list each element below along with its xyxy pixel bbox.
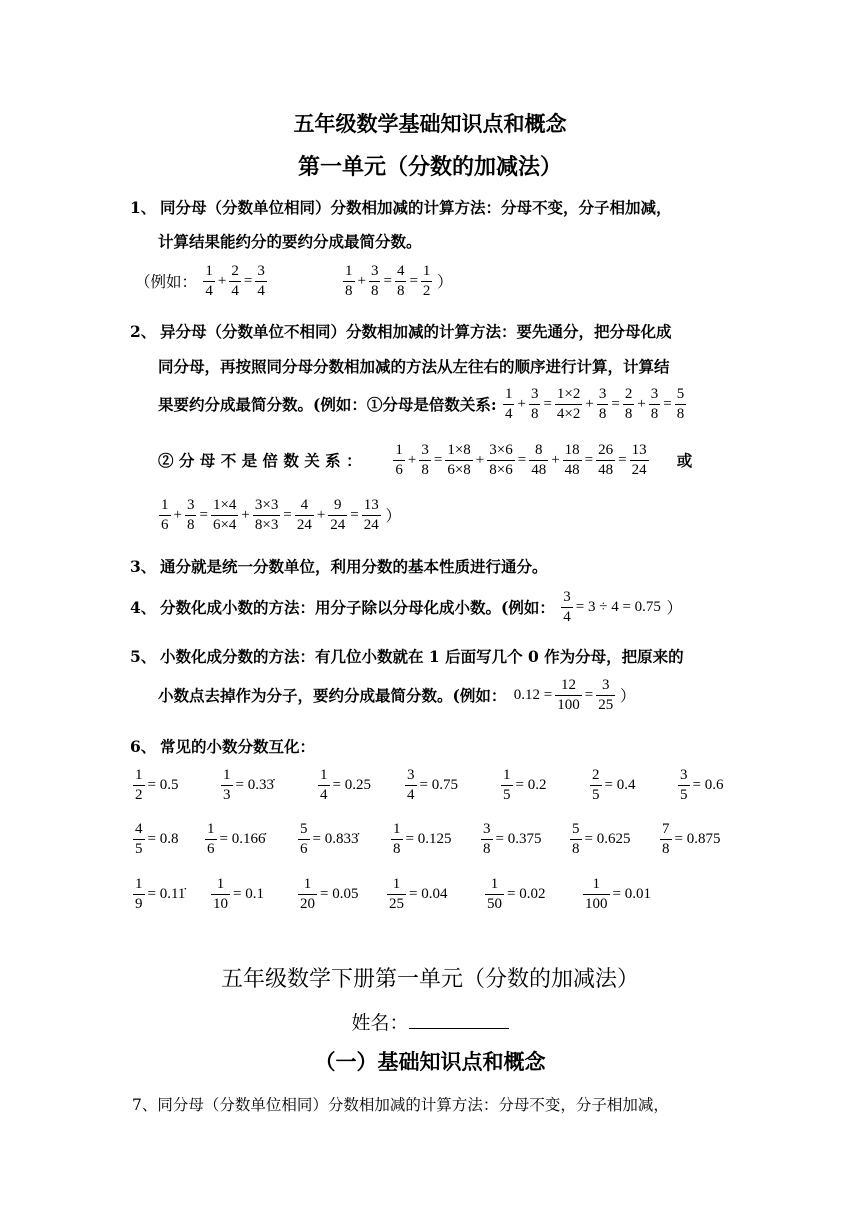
conversion-item: $\frac{1}{8}$ = 0.125 [393, 821, 452, 857]
conversion-item: $\frac{1}{6}$ = 0.166̇ [207, 821, 266, 857]
conversion-item: $\frac{5}{6}$ = 0.833̇ [300, 821, 359, 857]
subsection-title: （一）基础知识点和概念 [314, 1049, 546, 1074]
item-6-number: 6、 [130, 737, 157, 756]
item-4: 4、 分数化成小数的方法：用分子除以分母化成小数。(例如： $\frac{3}{4}$ = 3 ÷ 4 = 0.75 ） [130, 589, 683, 625]
item-1-number: 1、 [130, 198, 157, 217]
conversion-item: $\frac{5}{8}$ = 0.625 [572, 821, 631, 857]
unit-title: 第一单元（分数的加减法） [297, 154, 562, 180]
conversion-item: $\frac{1}{50}$ = 0.02 [487, 876, 546, 912]
item-2-line1: 2、 异分母（分数单位不相同）分数相加减的计算方法：要先通分，把分母化成 [130, 322, 672, 341]
name-label: 姓名： [351, 1012, 409, 1034]
conversion-item: $\frac{1}{4}$ = 0.25 [320, 767, 371, 803]
conversion-item: $\frac{3}{5}$ = 0.6 [680, 767, 724, 803]
item-2-line3: 果要约分成最简分数。(例如：①分母是倍数关系: $\frac{1}{4}$ + $\frac{3}{8}$ = $\frac{1\times 2}{4\times 2}$ + $\frac{3}{8}$ = $\frac{2}{8}$ + $\frac{3}{8}$ = $\frac{5}{8}$ [158, 387, 687, 422]
conversion-item: $\frac{4}{5}$ = 0.8 [135, 821, 179, 857]
item-1-line2: 计算结果能约分的要约分成最简分数。 [158, 232, 422, 251]
item-3: 3、 通分就是统一分数单位，利用分数的基本性质进行通分。 [130, 557, 548, 576]
item-3-number: 3、 [130, 557, 157, 576]
conversion-item: $\frac{7}{8}$ = 0.875 [662, 821, 721, 857]
conversion-item: $\frac{3}{4}$ = 0.75 [407, 767, 458, 803]
conversion-item: $\frac{1}{25}$ = 0.04 [389, 876, 448, 912]
item-2-number: 2、 [130, 322, 157, 341]
item-2-line4: ② 分 母 不 是 倍 数 关 系 ： $\frac{1}{6}$ + $\frac{3}{8}$ = $\frac{1\times 8}{6\times 8}$ + $\frac{3\times 6}{8\times 6}$ = $\frac{8}{48}$ + $\frac{18}{48}$ = $\frac{26}{48}$ = $\frac{13}{24}$ 或 [158, 442, 693, 478]
example-1b: $\frac{1}{8}$ + $\frac{3}{8}$ = $\frac{4}{8}$ = $\frac{1}{2}$ [345, 263, 431, 299]
example-1a: $\frac{1}{4}$ + $\frac{2}{4}$ = $\frac{3}{4}$ [205, 263, 265, 299]
document-title: 五年级数学基础知识点和概念 [293, 111, 567, 136]
item-4-number: 4、 [130, 597, 157, 617]
example-2c: $\frac{1}{6}$ + $\frac{3}{8}$ = $\frac{1\times 4}{6\times 4}$ + $\frac{3\times 3}{8\times 3}$ = $\frac{4}{24}$ + $\frac{9}{24}$ = $\frac{13}{24}$ [161, 497, 379, 533]
conversion-item: $\frac{1}{2}$ = 0.5 [135, 767, 179, 803]
item-1-example: （例如： $\frac{1}{4}$ + $\frac{2}{4}$ = $\frac{3}{4}$ $\frac{1}{8}$ + $\frac{3}{8}$ = $\frac{4}{8}$ = $\frac{1}{2}$ ） [135, 263, 453, 299]
conversion-item: $\frac{1}{5}$ = 0.2 [503, 767, 547, 803]
name-row [0, 1008, 860, 1035]
conversion-item: $\frac{1}{10}$ = 0.1 [213, 876, 264, 912]
item-7: 7、同分母（分数单位相同）分数相加减的计算方法：分母不变，分子相加减， [132, 1096, 669, 1114]
example-5: 0.12 = $\frac{12}{100}$ = $\frac{3}{25}$ [513, 677, 614, 713]
item-2-line2: 同分母，再按照同分母分数相加减的方法从左往右的顺序进行计算，计算结 [158, 357, 670, 376]
section-2-title: 五年级数学下册第一单元（分数的加减法） [220, 967, 639, 992]
conversion-item: $\frac{2}{5}$ = 0.4 [592, 767, 636, 803]
example-4: $\frac{3}{4}$ = 3 ÷ 4 = 0.75 [563, 589, 661, 625]
conversion-item: $\frac{1}{9}$ = 0.11̇ [135, 876, 186, 912]
conversion-item: $\frac{1}{3}$ = 0.33̇ [223, 767, 274, 803]
example-2a: $\frac{1}{4}$ + $\frac{3}{8}$ = $\frac{1\times 2}{4\times 2}$ + $\frac{3}{8}$ = $\frac{2}{8}$ + $\frac{3}{8}$ = $\frac{5}{8}$ [504, 386, 685, 422]
name-blank[interactable] [409, 1012, 509, 1029]
conversion-item: $\frac{3}{8}$ = 0.375 [483, 821, 542, 857]
conversion-item: $\frac{1}{100}$ = 0.01 [585, 876, 651, 912]
item-6: 6、 常见的小数分数互化： [130, 737, 316, 756]
item-2-line5: $\frac{1}{6}$ + $\frac{3}{8}$ = $\frac{1\times 4}{6\times 4}$ + $\frac{3\times 3}{8\times 3}$ = $\frac{4}{24}$ + $\frac{9}{24}$ = $\frac{13}{24}$ ） [158, 498, 401, 533]
item-5-line1: 5、 小数化成分数的方法：有几位小数就在 1 后面写几个 0 作为分母，把原来的 [130, 647, 684, 666]
example-2b: $\frac{1}{6}$ + $\frac{3}{8}$ = $\frac{1\times 8}{6\times 8}$ + $\frac{3\times 6}{8\times 6}$ = $\frac{8}{48}$ + $\frac{18}{48}$ = $\frac{26}{48}$ = $\frac{13}{24}$ [395, 442, 647, 478]
item-5-number: 5、 [130, 647, 157, 666]
item-5-line2: 小数点去掉作为分子，要约分成最简分数。(例如： 0.12 = $\frac{12}{100}$ = $\frac{3}{25}$ ） [158, 677, 636, 713]
item-1-line1: 1、 同分母（分数单位相同）分数相加减的计算方法：分母不变，分子相加减， [130, 198, 672, 217]
conversion-item: $\frac{1}{20}$ = 0.05 [300, 876, 359, 912]
